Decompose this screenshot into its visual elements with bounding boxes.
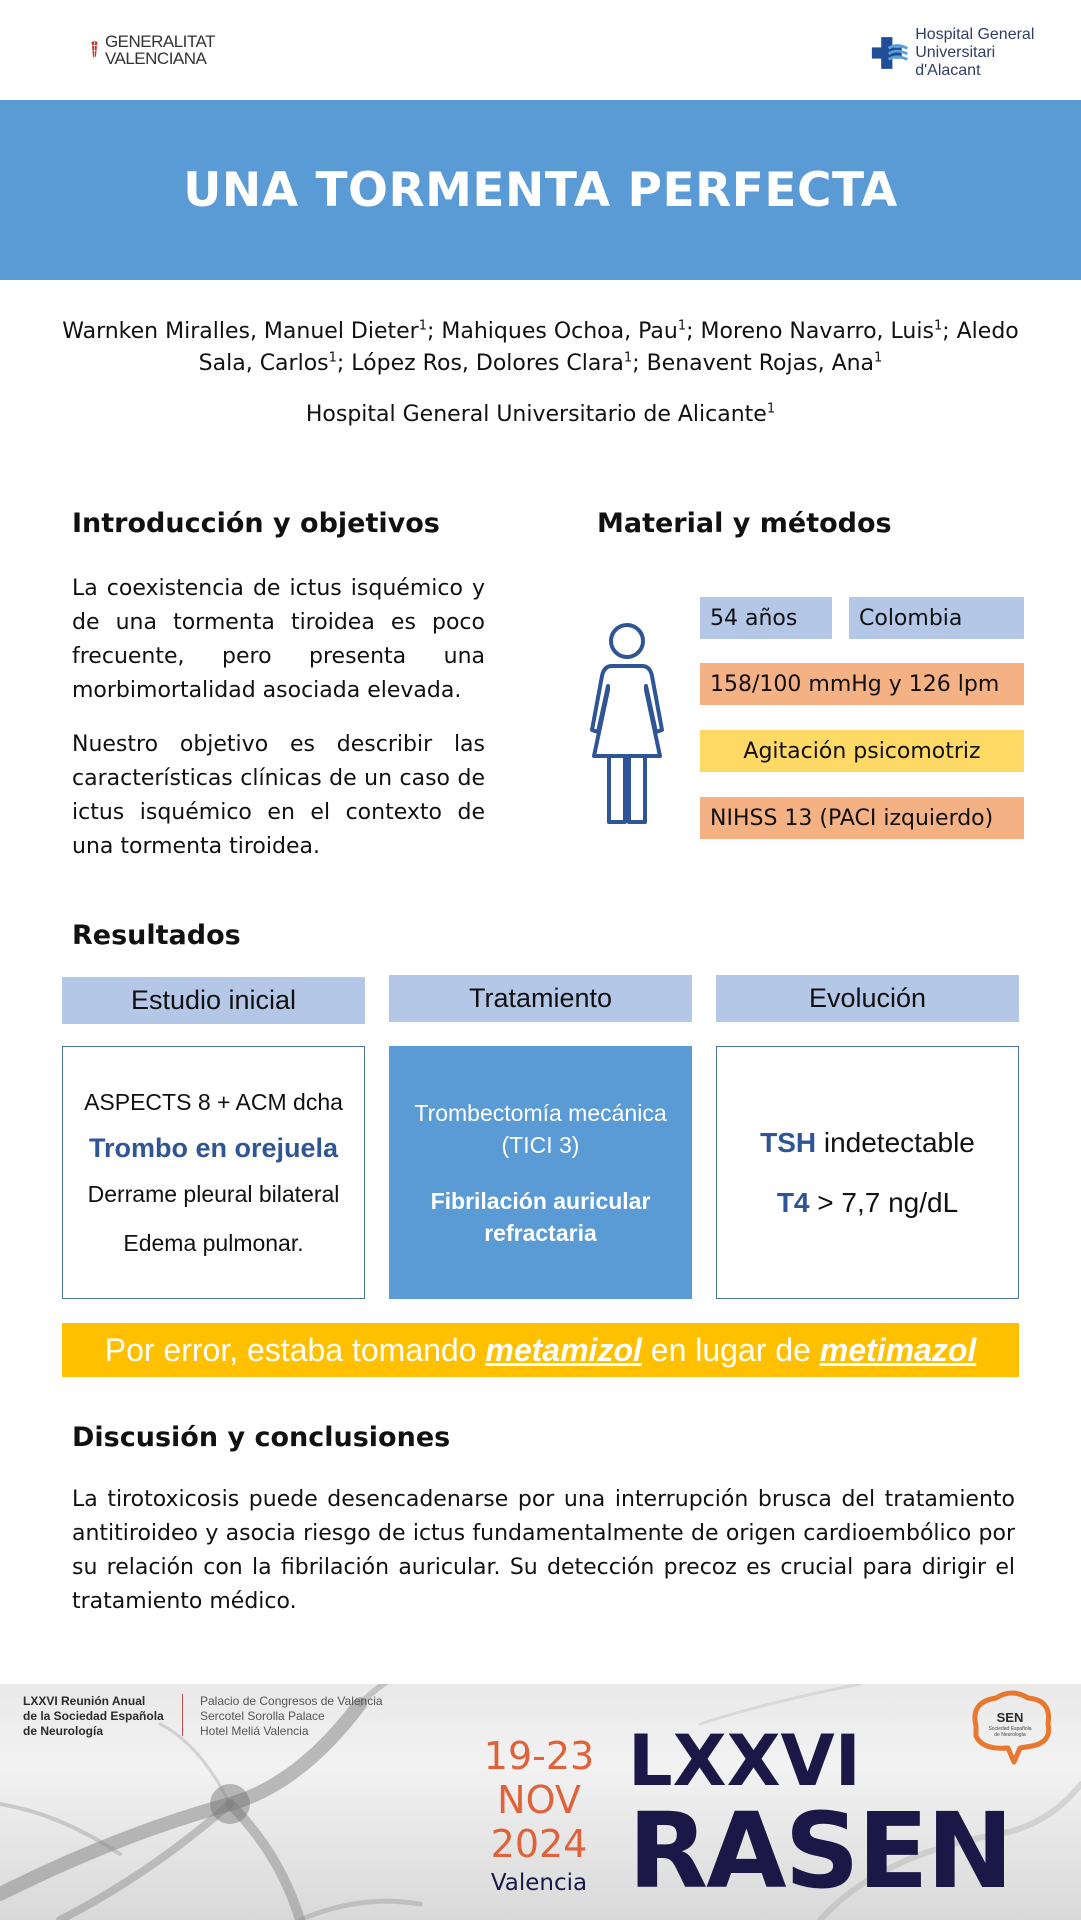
author-affiliation-mark: 1 — [623, 350, 633, 366]
venue-line-1: Palacio de Congresos de Valencia — [200, 1694, 383, 1708]
af-refractory-text: refractaria — [484, 1219, 597, 1246]
author: ; Mahiques Ochoa, Pau — [427, 319, 678, 344]
dates-days: 19-23 — [483, 1734, 595, 1778]
meeting-name — [23, 1694, 164, 1739]
medication-error-banner — [62, 1323, 1019, 1377]
author: ; Aledo Sala, Carlos — [198, 319, 1019, 376]
t4-result — [777, 1187, 958, 1219]
author: Warnken Miralles, Manuel Dieter — [62, 319, 419, 344]
sen-subtitle-line-1: Sociedad Española — [988, 1726, 1032, 1732]
affiliation-text: Hospital General Universitario de Alicante — [305, 402, 767, 427]
methods-heading: Material y métodos — [597, 508, 892, 539]
pulmonary-edema-finding: Edema pulmonar. — [123, 1229, 304, 1256]
intro-paragraph-1: La coexistencia de ictus isquémico y de una tormenta tiroidea es poco frecuente, pero presenta una morbimortalidad asociada elevada. — [72, 576, 485, 703]
venue-line-2: Sercotel Sorolla Palace — [200, 1709, 325, 1723]
affiliation — [40, 402, 1041, 427]
tici-score: (TICI 3) — [501, 1131, 580, 1158]
thrombectomy-text: Trombectomía mecánica — [414, 1099, 667, 1126]
alert-drug-metimazol: metimazol — [819, 1331, 977, 1368]
generalitat-line1: GENERALITAT — [104, 32, 215, 51]
hospital-logo-line2: Universitari d'Alacant — [915, 43, 996, 79]
agitation-tag: Agitación psicomotriz — [700, 730, 1024, 772]
initial-study-box — [62, 1046, 365, 1299]
treatment-header: Tratamiento — [389, 975, 692, 1022]
nihss-tag: NIHSS 13 (PACI izquierdo) — [700, 797, 1024, 839]
sen-logo-subtitle — [962, 1726, 1058, 1738]
meeting-line-2: de la Sociedad Española — [23, 1709, 164, 1723]
t4-value: > 7,7 ng/dL — [809, 1186, 959, 1218]
discussion-paragraph: La tirotoxicosis puede desencadenarse por una interrupción brusca del tratamiento antitiroideo y asocia riesgo de ictus fundamentalmente de origen cardioembólico por su relación con la fibrilación auricular. Su detección precoz es crucial para dirigir el tratamiento médico. — [72, 1487, 1015, 1614]
generalitat-line2: VALENCIANA — [104, 49, 207, 68]
title-band — [0, 100, 1081, 280]
congress-dates — [480, 1734, 598, 1866]
age-tag: 54 años — [700, 597, 832, 639]
aspects-finding: ASPECTS 8 + ACM dcha — [84, 1088, 343, 1115]
author-affiliation-mark: 1 — [418, 318, 427, 334]
congress-footer — [0, 1684, 1081, 1920]
author-affiliation-mark: 1 — [328, 350, 337, 366]
t4-label: T4 — [776, 1186, 810, 1218]
generalitat-logo — [90, 20, 215, 80]
initial-study-header: Estudio inicial — [62, 977, 365, 1024]
thrombus-finding: Trombo en orejuela — [88, 1132, 339, 1163]
intro-heading: Introducción y objetivos — [72, 508, 440, 539]
tsh-result — [760, 1127, 975, 1159]
meeting-line-3: de Neurología — [23, 1724, 104, 1738]
event-name: RASEN — [628, 1790, 1012, 1912]
author-affiliation-mark: 1 — [874, 350, 883, 366]
author: ; Benavent Rojas, Ana — [632, 351, 875, 376]
generalitat-crest-icon — [90, 23, 99, 77]
sen-logo — [962, 1688, 1058, 1768]
treatment-box — [389, 1046, 692, 1299]
tsh-label: TSH — [760, 1126, 817, 1158]
hospital-logo-line1: Hospital General — [915, 25, 1035, 43]
venue-list — [200, 1694, 383, 1739]
woman-patient-icon — [584, 620, 670, 826]
dates-year: 2024 — [490, 1822, 588, 1866]
author: ; López Ros, Dolores Clara — [336, 351, 624, 376]
af-text: Fibrilación auricular — [430, 1187, 651, 1214]
vitals-tag: 158/100 mmHg y 126 lpm — [700, 663, 1024, 705]
author-list — [40, 316, 1041, 380]
dates-month: NOV — [497, 1778, 581, 1822]
tsh-value: indetectable — [816, 1126, 975, 1158]
alert-drug-metamizol: metamizol — [485, 1331, 642, 1368]
sen-logo-text: SEN — [996, 1710, 1024, 1725]
discussion-heading: Discusión y conclusiones — [72, 1422, 451, 1453]
edition-number: LXXVI — [628, 1720, 861, 1802]
meeting-line-1: LXXVI Reunión Anual — [23, 1694, 146, 1708]
evolution-header: Evolución — [716, 975, 1019, 1022]
evolution-box — [716, 1046, 1019, 1299]
sen-subtitle-line-2: de Neurología — [994, 1732, 1026, 1738]
alert-text-2: en lugar de — [641, 1331, 820, 1368]
intro-paragraph-2: Nuestro objetivo es describir las características clínicas de un caso de ictus isquémico en el contexto de una tormenta tiroidea. — [72, 732, 485, 859]
pleural-effusion-finding: Derrame pleural bilateral — [87, 1180, 340, 1207]
hospital-logo — [870, 25, 1055, 79]
author-affiliation-mark: 1 — [677, 318, 687, 334]
author-affiliation-mark: 1 — [933, 318, 943, 334]
venue-line-3: Hotel Meliá Valencia — [200, 1724, 309, 1738]
hospital-cross-icon — [870, 34, 909, 72]
footer-divider — [182, 1694, 183, 1736]
affiliation-mark: 1 — [766, 401, 776, 417]
country-tag: Colombia — [849, 597, 1024, 639]
results-heading: Resultados — [72, 920, 241, 951]
congress-city: Valencia — [490, 1870, 588, 1896]
poster-title: UNA TORMENTA PERFECTA — [183, 162, 898, 218]
alert-text-1: Por error, estaba tomando — [104, 1331, 486, 1368]
author: ; Moreno Navarro, Luis — [686, 319, 934, 344]
